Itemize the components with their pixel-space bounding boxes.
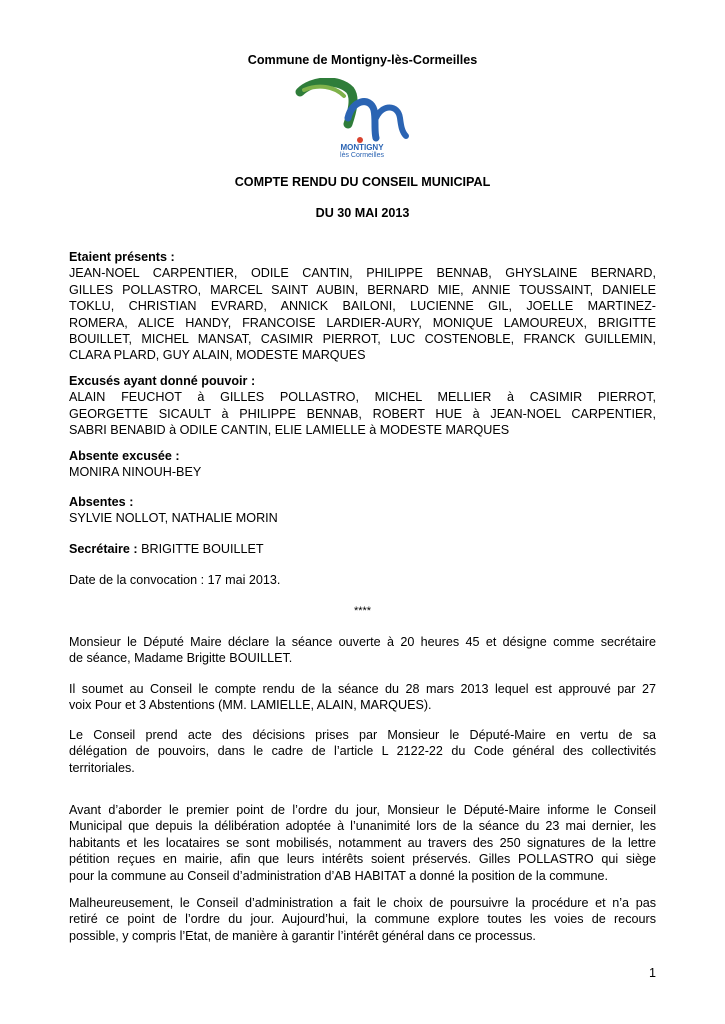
separator: **** — [353, 605, 372, 617]
presents-line: GILLES POLLASTRO, MARCEL SAINT AUBIN, BERNARD MIE, ANNIE TOUSSAINT, DANIELE — [69, 282, 656, 297]
paragraph-line: pétition reçues en mairie, afin que leurs intérêts soient préservés. Gilles POLLASTRO qui siège — [69, 852, 656, 867]
paragraph-line: délégation de pouvoirs, dans le cadre de l’article L 2122-22 du Code général des collectivités — [69, 744, 656, 759]
paragraph-1 — [69, 634, 656, 667]
absentes-label: Absentes : — [69, 495, 134, 509]
presents-line: CLARA PLARD, GUY ALAIN, MODESTE MARQUES — [69, 348, 366, 363]
absente-excusee-text: MONIRA NINOUH-BEY — [69, 465, 202, 480]
presents-label: Etaient présents : — [69, 250, 175, 264]
absentes-text: SYLVIE NOLLOT, NATHALIE MORIN — [69, 511, 278, 526]
excuse-line: SABRI BENABID à ODILE CANTIN, ELIE LAMIELLE à MODESTE MARQUES — [69, 423, 510, 438]
paragraph-line: retiré ce point de l’ordre du jour. Aujourd’hui, la commune explore toutes les voies de recours — [69, 912, 656, 927]
paragraph-line: Malheureusement, le Conseil d’administration a fait le choix de poursuivre la procédure et n’a pas — [69, 896, 656, 910]
paragraph-line: de séance, Madame Brigitte BOUILLET. — [69, 651, 293, 666]
secretaire-text: BRIGITTE BOUILLET — [137, 542, 264, 556]
convocation-date: Date de la convocation : 17 mai 2013. — [69, 573, 281, 587]
paragraph-3 — [69, 727, 656, 776]
secretaire-section — [69, 541, 656, 557]
logo-text-2: lès Cormeilles — [340, 152, 384, 159]
document-title: COMPTE RENDU DU CONSEIL MUNICIPAL — [234, 175, 491, 189]
absente-excusee-label: Absente excusée : — [69, 449, 180, 463]
paragraph-line: Monsieur le Député Maire déclare la séance ouverte à 20 heures 45 et désigne comme secrétaire — [69, 635, 656, 649]
excuse-line: ALAIN FEUCHOT à GILLES POLLASTRO, MICHEL MELLIER à CASIMIR PIERROT, — [69, 390, 656, 405]
paragraph-line: possible, y compris l’Etat, de manière à garantir l’intérêt général dans ce processus. — [69, 928, 536, 943]
paragraph-line: Le Conseil prend acte des décisions prises par Monsieur le Député-Maire en vertu de sa — [69, 728, 656, 742]
paragraph-line: Il soumet au Conseil le compte rendu de la séance du 28 mars 2013 lequel est approuvé par 27 — [69, 682, 656, 696]
montigny-logo-icon — [290, 78, 420, 160]
paragraph-line: voix Pour et 3 Abstentions (MM. LAMIELLE, ALAIN, MARQUES). — [69, 698, 432, 713]
absentes-section — [69, 494, 656, 527]
presents-line: JEAN-NOEL CARPENTIER, ODILE CANTIN, PHILIPPE BENNAB, GHYSLAINE BERNARD, — [69, 266, 656, 281]
page-number: 1 — [648, 966, 656, 980]
montigny-logo — [290, 78, 420, 160]
secretaire-label: Secrétaire : — [69, 542, 138, 556]
presents-section — [69, 249, 656, 364]
paragraph-line: habitants et les locataires se sont mobilisés, notamment au travers des 250 signatures de la lettre — [69, 835, 656, 850]
paragraph-line: Municipal que depuis la délibération adoptée à l’unanimité lors de la séance du 23 mai dernier, les — [69, 819, 656, 834]
paragraph-line: territoriales. — [69, 760, 135, 775]
paragraph-5 — [69, 895, 656, 944]
absente-excusee-section — [69, 448, 656, 481]
document-date: DU 30 MAI 2013 — [315, 206, 410, 220]
presents-line: ROMERA, ALICE HANDY, FRANCOISE LARDIER-AURY, MONIQUE LAMOUREUX, BRIGITTE — [69, 315, 656, 330]
excuse-line: GEORGETTE SICAULT à PHILIPPE BENNAB, ROBERT HUE à JEAN-NOEL CARPENTIER, — [69, 406, 656, 421]
presents-lines — [69, 265, 656, 363]
presents-line: TOKLU, CHRISTIAN EVRARD, ANNICK BAILONI, LUCIENNE GIL, JOELLE MARTINEZ- — [69, 299, 656, 314]
paragraph-2 — [69, 681, 656, 714]
excuses-section — [69, 373, 656, 439]
presents-line: BOUILLET, MICHEL MANSAT, CASIMIR PIERROT, LUC COSTENOBLE, FRANCK GUILLEMIN, — [69, 332, 656, 347]
logo-text-1: MONTIGNY — [340, 143, 384, 152]
commune-title: Commune de Montigny-lès-Cormeilles — [247, 53, 478, 67]
paragraph-4 — [69, 802, 656, 884]
paragraph-line: Avant d’aborder le premier point de l’ordre du jour, Monsieur le Député-Maire informe le Conseil — [69, 803, 656, 817]
paragraph-line: pour la commune au Conseil d’administration d’AB HABITAT a donné la position de la commune. — [69, 868, 609, 883]
excuses-label: Excusés ayant donné pouvoir : — [69, 374, 256, 388]
